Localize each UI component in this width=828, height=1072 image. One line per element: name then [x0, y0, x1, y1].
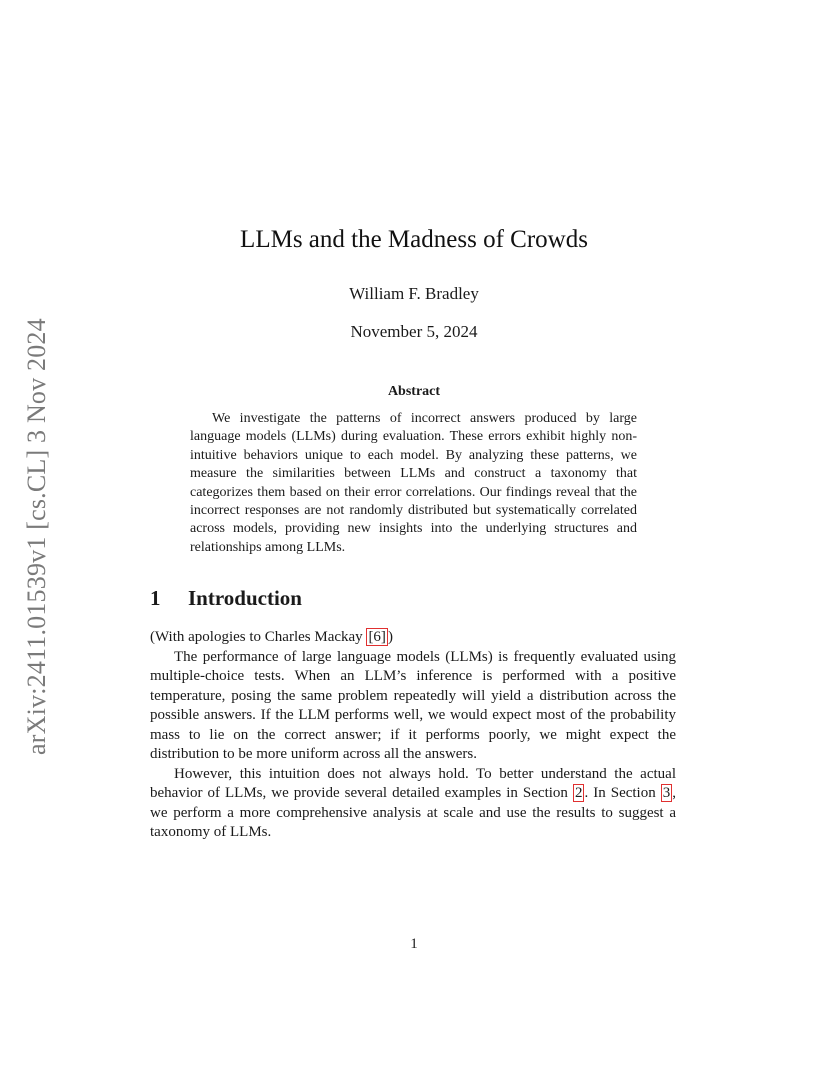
page-number: 1 — [410, 936, 418, 952]
epigraph-close: ) — [387, 629, 393, 645]
paragraph-text: . In Section — [584, 785, 661, 801]
paper-title: LLMs and the Madness of Crowds — [240, 226, 588, 253]
paper-date: November 5, 2024 — [350, 322, 478, 341]
abstract-body: We investigate the patterns of incorrect answers produced by large language models (LLMs) during evaluation. These errors exhibit highly non-intuitive behaviors unique to each model. By analyzing these patterns, we measure the similarities between LLMs and construct a taxonomy that categorizes them based on their error correlations. Our findings reveal that the incorrect responses are not randomly distributed but systematically correlated across models, providing new insights into the underlying structures and relationships among LLMs. — [190, 411, 637, 555]
arxiv-side-stamp: arXiv:2411.01539v1 [cs.CL] 3 Nov 2024 — [22, 318, 51, 755]
paragraph-text: , we perform a more comprehensive analysis at scale and use the results to suggest a taxonomy of LLMs. — [150, 785, 676, 840]
paragraph-text: However, this intuition does not always hold. To better understand the actual behavior of LLMs, we provide several detailed examples in Section — [150, 765, 676, 801]
intro-paragraph-2 — [150, 765, 676, 843]
paper-author: William F. Bradley — [349, 284, 479, 303]
section-heading — [150, 586, 302, 611]
epigraph-text: (With apologies to Charles Mackay — [150, 629, 367, 645]
citation-link[interactable]: [6] — [368, 629, 386, 645]
section-ref-link[interactable]: 3 — [662, 785, 671, 801]
epigraph — [150, 628, 676, 648]
intro-paragraph-1: The performance of large language models (LLMs) is frequently evaluated using multiple-choice tests. When an LLM’s inference is performed with a positive temperature, posing the same problem repeatedly will yield a distribution across the possible answers. If the LLM performs well, we would expect most of the probability mass to lie on the correct answer; if it performs poorly, we might expect the distribution to be more uniform across all the answers. — [150, 648, 676, 762]
section-ref-link[interactable]: 2 — [574, 785, 583, 801]
section-number: 1 — [150, 586, 161, 610]
introduction-body — [150, 628, 676, 843]
section-title: Introduction — [188, 586, 302, 610]
abstract-heading: Abstract — [387, 384, 441, 399]
